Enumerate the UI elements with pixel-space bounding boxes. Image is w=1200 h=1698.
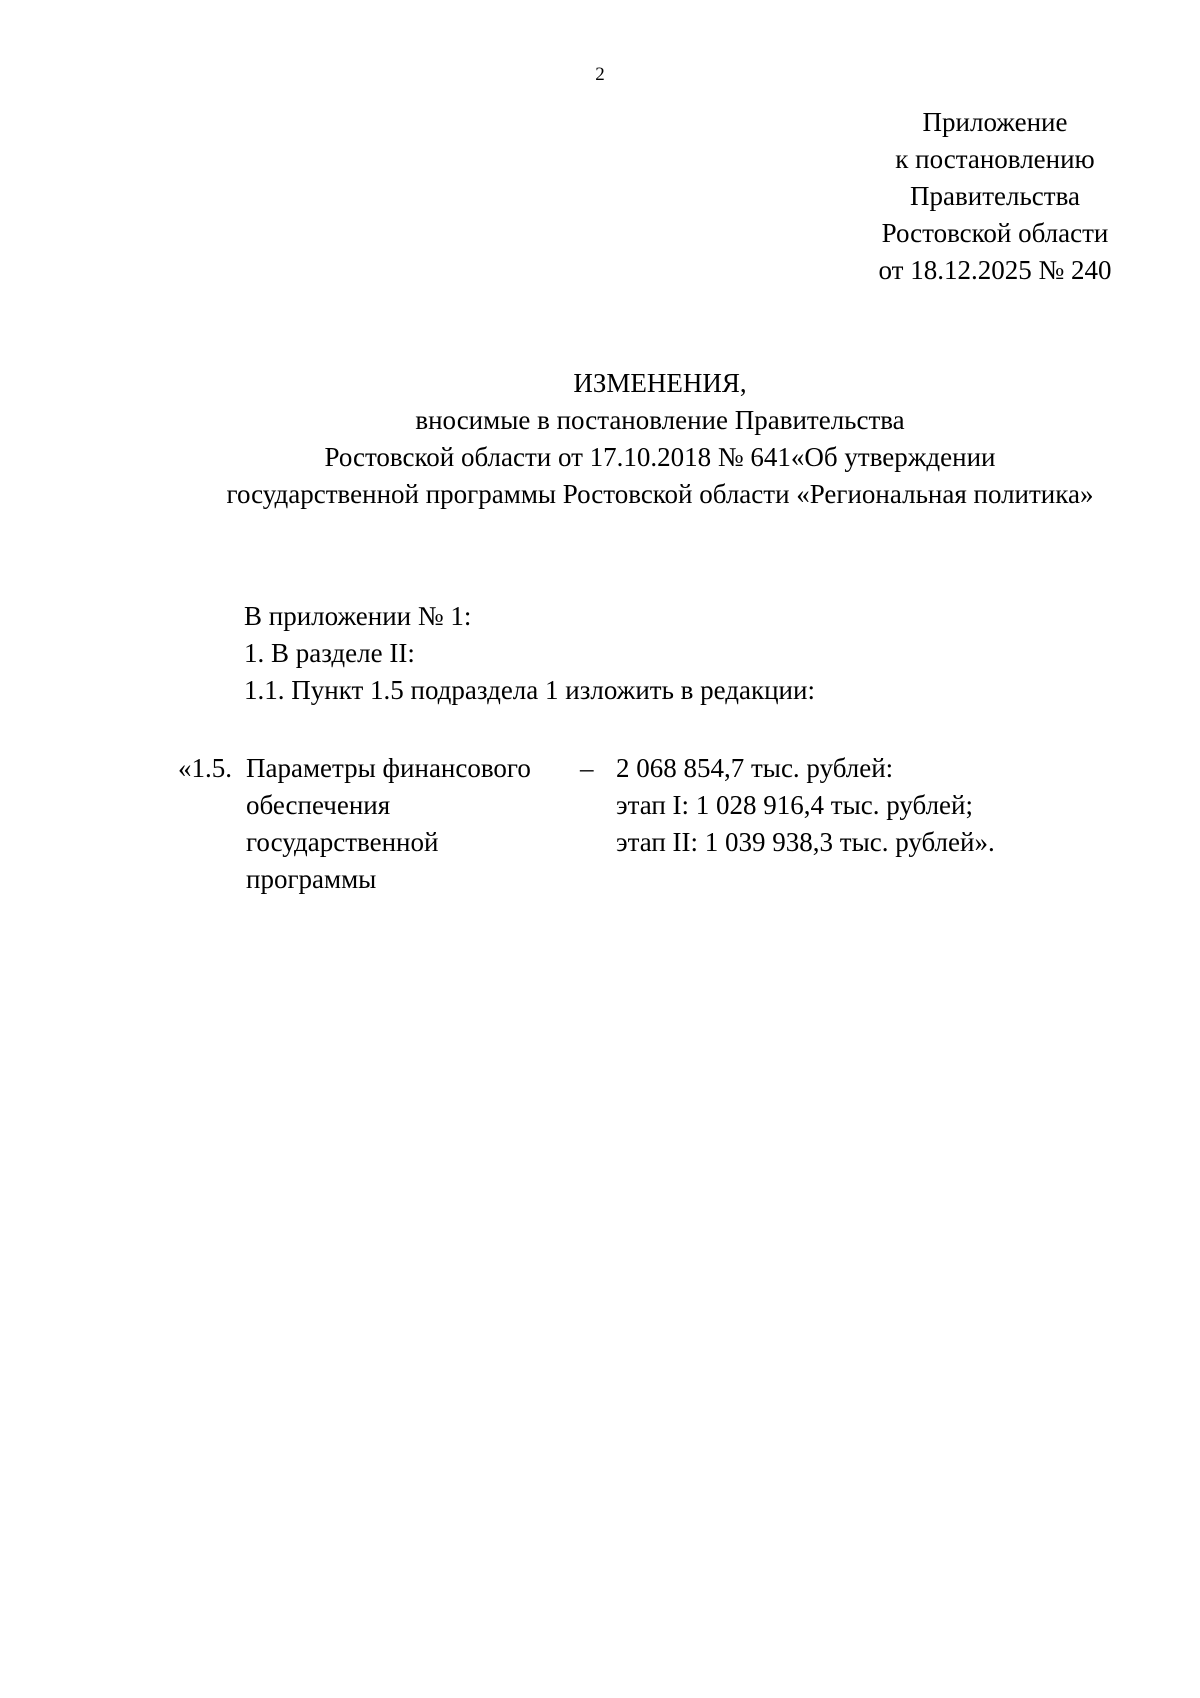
document-title bbox=[100, 365, 1200, 513]
page-number: 2 bbox=[595, 64, 605, 85]
appendix-line: к постановлению bbox=[895, 144, 1095, 174]
appendix-line: Ростовской области bbox=[881, 218, 1109, 248]
title-line: Ростовской области от 17.10.2018 № 641«Об утверждении bbox=[324, 442, 996, 472]
parameter-number: «1.5. bbox=[178, 753, 232, 783]
parameter-values bbox=[616, 750, 995, 861]
appendix-line: от 18.12.2025 № 240 bbox=[878, 255, 1112, 285]
body-line: 1.1. Пункт 1.5 подраздела 1 изложить в редакции: bbox=[244, 675, 815, 705]
title-line: вносимые в постановление Правительства bbox=[415, 405, 905, 435]
body-text bbox=[244, 598, 815, 709]
appendix-line: Правительства bbox=[910, 181, 1080, 211]
title-line: государственной программы Ростовской области «Региональная политика» bbox=[226, 479, 1094, 509]
parameter-dash: – bbox=[580, 753, 594, 783]
title-heading: ИЗМЕНЕНИЯ, bbox=[573, 368, 747, 398]
appendix-reference bbox=[800, 104, 1190, 289]
parameter-name-line: государственной bbox=[246, 827, 439, 857]
parameter-name-line: Параметры финансового bbox=[246, 753, 531, 783]
parameter-value-line: этап I: 1 028 916,4 тыс. рублей; bbox=[616, 790, 973, 820]
parameter-name-line: программы bbox=[246, 864, 377, 894]
parameter-value-line: этап II: 1 039 938,3 тыс. рублей». bbox=[616, 827, 995, 857]
body-line: 1. В разделе II: bbox=[244, 638, 415, 668]
body-line: В приложении № 1: bbox=[244, 601, 472, 631]
parameter-name-line: обеспечения bbox=[246, 790, 391, 820]
appendix-line: Приложение bbox=[922, 107, 1068, 137]
parameter-name bbox=[246, 750, 566, 898]
parameter-value-line: 2 068 854,7 тыс. рублей: bbox=[616, 753, 894, 783]
